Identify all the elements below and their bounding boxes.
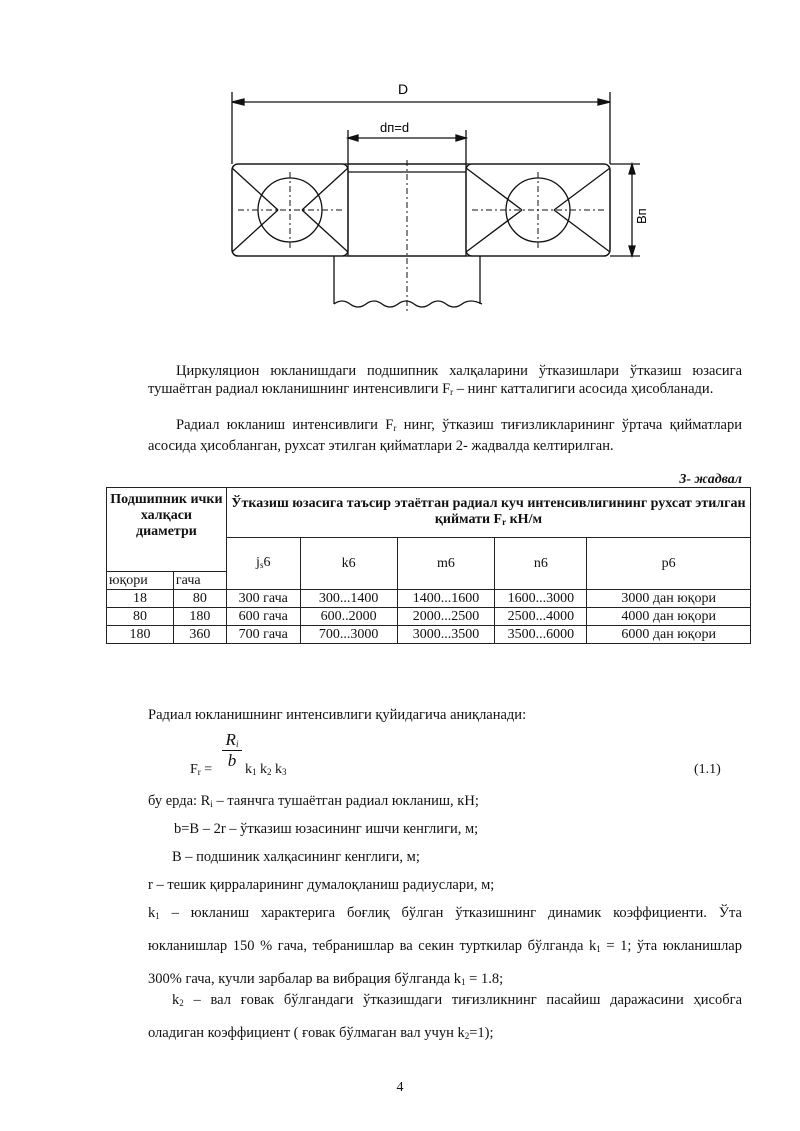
table-row: 180 360 700 гача 700...3000 3000...3500 3500...6000 6000 дан юқори — [107, 626, 751, 644]
bearing-drawing — [222, 72, 652, 317]
formula-coefficients: $k_1$ $k_2$ $k_3$ — [245, 762, 287, 777]
definition-k1: $k_1$ – юкланиш характерига боғлиқ бўлган ўтказишнинг динамик коэффициенти. Ўта юкланишлар 150 % гача, тебранишлар ва секин турткилар бўлганда $k_1 = 1$; ўта юкланишлар 300% гача, кучли зарбалар ва вибрация бўлганда $k_1 = 1.8$; — [148, 905, 742, 987]
definition-ri: бу ерда: $R_i$ – таянчга тушаётган радиал юкланиш, кН; — [148, 793, 479, 809]
intro-paragraph-2: Радиал юкланиш интенсивлиги $F_r$ нинг, ўтказиш тиғизликларининг ўртача қийматлари асосида ҳисобланган, рухсат этилган қийматлари 2- жадвалда келтирилган. — [148, 417, 742, 454]
definition-k2: $k_2$ – вал ғовак бўлгандаги ўтказишдаги тиғизликнинг пасайиш даражасини ҳисобга оладиган коэффициент ( ғовак бўлмаган вал учун $k_2=1$); — [148, 992, 742, 1041]
table-caption: 3- жадвал — [679, 472, 742, 487]
intro-paragraph-1: Циркуляцион юкланишдаги подшипник халқаларини ўтказишлари ўтказиш юзасига тушаётган радиал юкланишнинг интенсивлиги $F_r$ – нинг катталигиги асосида ҳисобланади. — [148, 363, 742, 397]
definition-b: b=B – 2r – ўтказиш юзасининг ишчи кенглиги, м; — [174, 821, 479, 837]
formula-left: $F_r$ = — [190, 762, 213, 777]
subheader-to: гача — [173, 572, 226, 590]
table-row: 18 80 300 гача 300...1400 1400...1600 1600...3000 3000 дан юқори — [107, 590, 751, 608]
fit-k6: k6 — [300, 538, 397, 590]
fit-p6: p6 — [587, 538, 751, 590]
label-bore-diameter: dп=d — [380, 120, 410, 135]
formula-number: (1.1) — [694, 762, 721, 777]
fit-m6: m6 — [397, 538, 495, 590]
label-ring-width: Вп — [634, 208, 649, 224]
formula-intro: Радиал юкланишнинг интенсивлиги қуйидагича аниқланади: — [148, 707, 527, 723]
header-bore-diameter: Подшипник ички халқаси диаметри — [107, 488, 227, 572]
header-intensity: Ўтказиш юзасига таъсир этаётган радиал куч интенсивлигининг рухсат этилган қиймати $F_r$ кН/м — [226, 488, 750, 538]
tolerance-table — [106, 487, 751, 644]
definition-r: r – тешик қирраларининг думалоқланиш радиуслари, м; — [148, 877, 495, 893]
fit-n6: n6 — [495, 538, 587, 590]
fit-js6: $j_s6$ — [226, 538, 300, 590]
table-row: 80 180 600 гача 600..2000 2000...2500 2500...4000 4000 дан юқори — [107, 608, 751, 626]
label-outer-diameter: D — [398, 81, 409, 97]
page-number: 4 — [396, 1080, 404, 1095]
definition-B: B – подшиник халқасининг кенглиги, м; — [172, 849, 420, 865]
subheader-from: юқори — [107, 572, 174, 590]
formula-fraction: $R_i$ b — [222, 730, 242, 771]
